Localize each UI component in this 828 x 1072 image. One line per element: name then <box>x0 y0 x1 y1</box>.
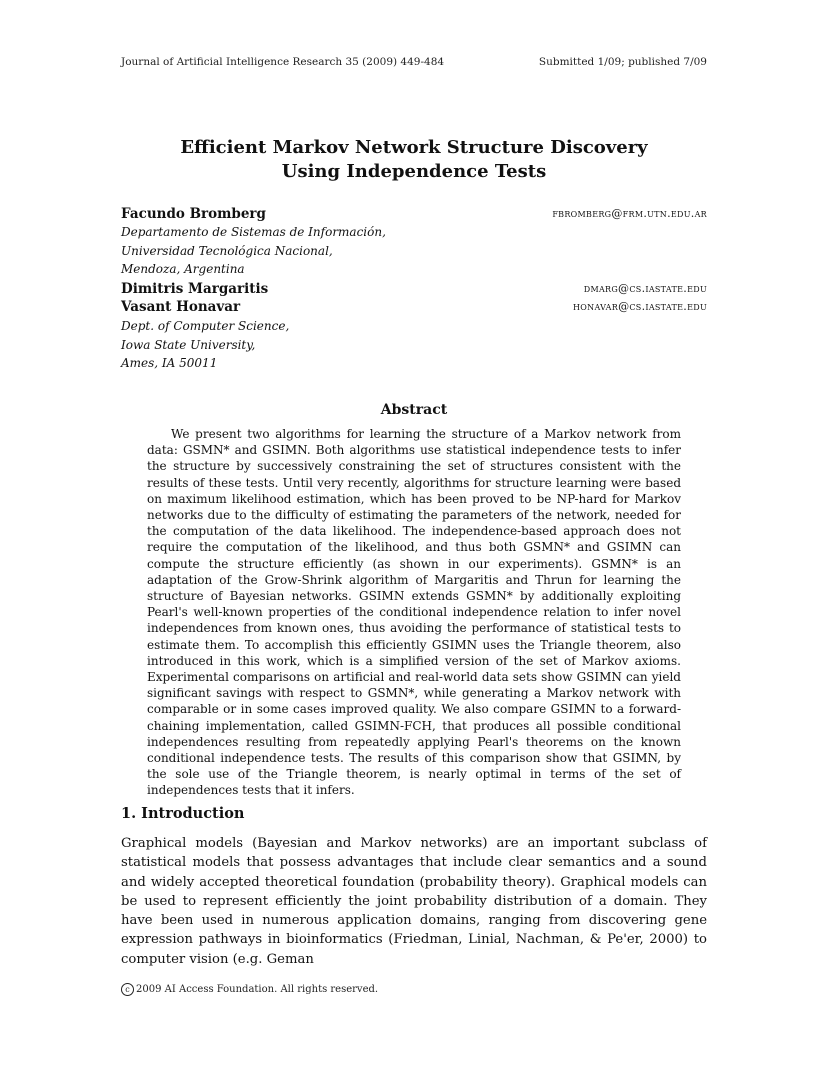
section-heading-introduction: 1. Introduction <box>121 805 245 822</box>
author-affiliation-2 <box>121 317 289 373</box>
author-affiliation-1 <box>121 223 386 279</box>
affiliation-line: Ames, IA 50011 <box>121 356 218 370</box>
introduction-text: Graphical models (Bayesian and Markov networks) are an important subclass of statistical models that possess advantages that include clear semantics and a sound and widely accepted theoretical foundation (probability theory). Graphical models can be used to represent efficiently the joint probability distribution of a domain. They have been used in numerous application domains, ranging from discovering gene expression pathways in bioinformatics (Friedman, Linial, Nachman, & Pe'er, 2000) to computer vision (e.g. Geman <box>121 836 707 967</box>
abstract-heading: Abstract <box>380 402 448 418</box>
copyright-icon: c <box>121 983 134 996</box>
author-email-1: fbromberg@frm.utn.edu.ar <box>552 207 707 220</box>
journal-header: Journal of Artificial Intelligence Research 35 (2009) 449-484 <box>121 56 445 68</box>
author-email-3: honavar@cs.iastate.edu <box>573 300 707 313</box>
author-email-2: dmarg@cs.iastate.edu <box>583 282 707 295</box>
title-line-2: Using Independence Tests <box>281 161 547 182</box>
author-name-1: Facundo Bromberg <box>121 206 266 222</box>
affiliation-line: Universidad Tecnológica Nacional, <box>121 243 333 258</box>
abstract-text: We present two algorithms for learning the structure of a Markov network from data: GSMN* and GSIMN. Both algorithms use statistical independence tests to infer the structure by successively constraining the set of structures consistent with the results of these tests. Until very recently, algorithms for structure learning were based on maximum likelihood estimation, which has been proved to be NP-hard for Markov networks due to the difficulty of estimating the parameters of the network, needed for the computation of the data likelihood. The independence-based approach does not require the computation of the likelihood, and thus both GSMN* and GSIMN can compute the structure efficiently (as shown in our experiments). GSMN* is an adaptation of the Grow-Shrink algorithm of Margaritis and Thrun for learning the structure of Bayesian networks. GSIMN extends GSMN* by additionally exploiting Pearl's well-known properties of the conditional independence relation to infer novel independences from known ones, thus avoiding the performance of statistical tests to estimate them. To accomplish this efficiently GSIMN uses the Triangle theorem, also introduced in this work, which is a simplified version of the set of Markov axioms. Experimental comparisons on artificial and real-world data sets show GSIMN can yield significant savings with respect to GSMN*, while generating a Markov network with comparable or in some cases improved quality. We also compare GSIMN to a forward-chaining implementation, called GSIMN-FCH, that produces all possible conditional independences resulting from repeatedly applying Pearl's theorems on the known conditional independence tests. The results of this comparison show that GSIMN, by the sole use of the Triangle theorem, is nearly optimal in terms of the set of independences tests that it infers. <box>147 427 681 798</box>
affiliation-line: Mendoza, Argentina <box>121 262 245 276</box>
author-name-3: Vasant Honavar <box>121 299 241 315</box>
affiliation-line: Dept. of Computer Science, <box>121 319 290 333</box>
title-line-1: Efficient Markov Network Structure Discovery <box>180 137 648 158</box>
author-name-2: Dimitris Margaritis <box>121 281 269 297</box>
copyright-notice <box>121 983 378 996</box>
copyright-text: 2009 AI Access Foundation. All rights reserved. <box>136 984 379 995</box>
paper-title <box>0 136 828 184</box>
affiliation-line: Departamento de Sistemas de Información, <box>121 225 386 239</box>
affiliation-line: Iowa State University, <box>121 337 256 352</box>
submission-dates: Submitted 1/09; published 7/09 <box>538 56 707 68</box>
